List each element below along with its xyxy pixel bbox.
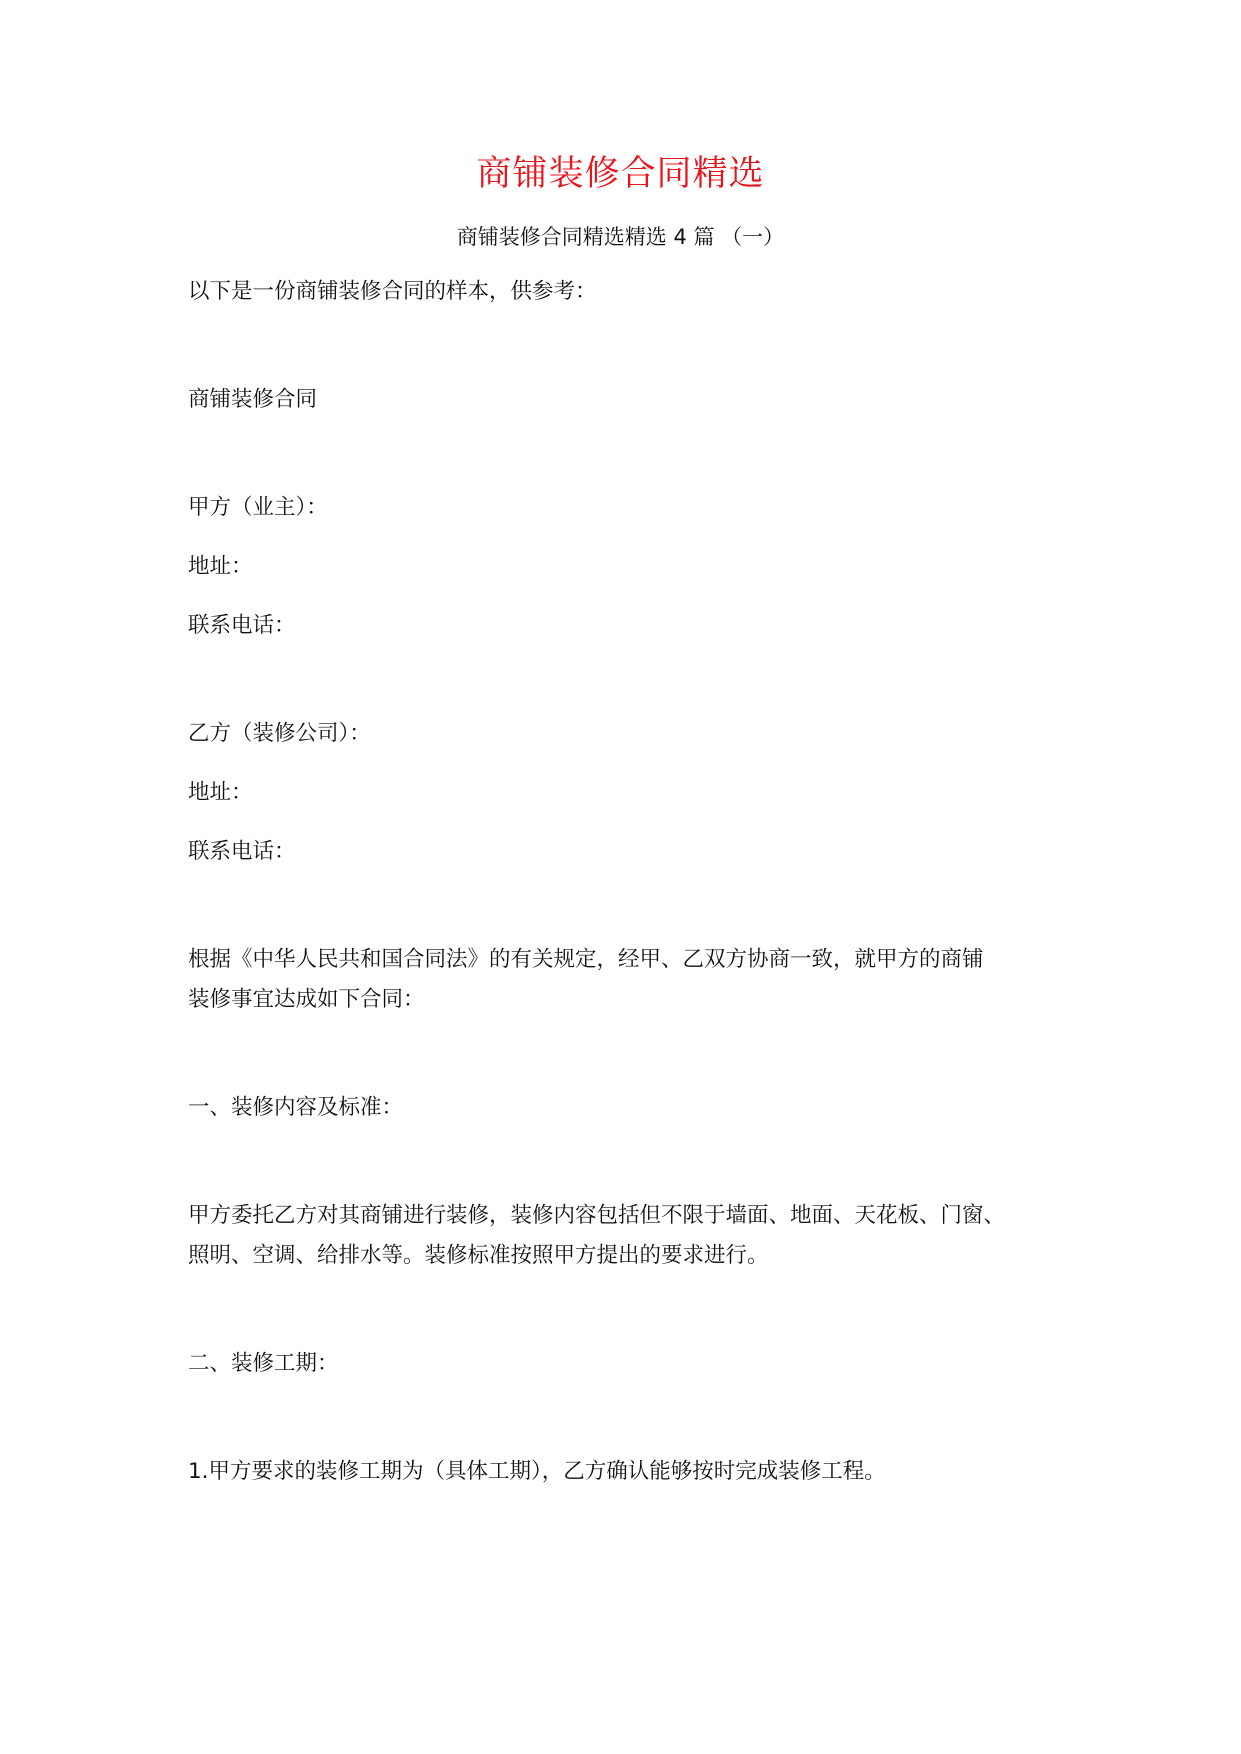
party-a-address: 地址：: [188, 554, 253, 579]
section-2-heading: 二、装修工期：: [188, 1351, 339, 1376]
party-b-label: 乙方（装修公司）：: [188, 721, 371, 746]
preamble-line-2: 装修事宜达成如下合同：: [188, 987, 425, 1012]
preamble-line-1: 根据《中华人民共和国合同法》的有关规定，经甲、乙双方协商一致，就甲方的商铺: [188, 947, 984, 972]
document-title: 商铺装修合同精选: [476, 154, 765, 194]
party-a-label: 甲方（业主）：: [188, 495, 328, 520]
party-a-phone: 联系电话：: [188, 613, 296, 638]
contract-heading: 商铺装修合同: [188, 387, 318, 412]
section-2-item-1: 1.甲方要求的装修工期为（具体工期），乙方确认能够按时完成装修工程。: [188, 1459, 886, 1484]
section-1-body-line-2: 照明、空调、给排水等。装修标准按照甲方提出的要求进行。: [188, 1243, 769, 1268]
party-b-phone: 联系电话：: [188, 839, 296, 864]
document-subtitle: 商铺装修合同精选精选 4 篇 （一）: [456, 225, 785, 249]
intro-paragraph: 以下是一份商铺装修合同的样本，供参考：: [188, 279, 597, 304]
party-b-address: 地址：: [188, 780, 253, 805]
section-1-body-line-1: 甲方委托乙方对其商铺进行装修，装修内容包括但不限于墙面、地面、天花板、门窗、: [188, 1203, 1006, 1228]
section-1-heading: 一、装修内容及标准：: [188, 1095, 404, 1120]
